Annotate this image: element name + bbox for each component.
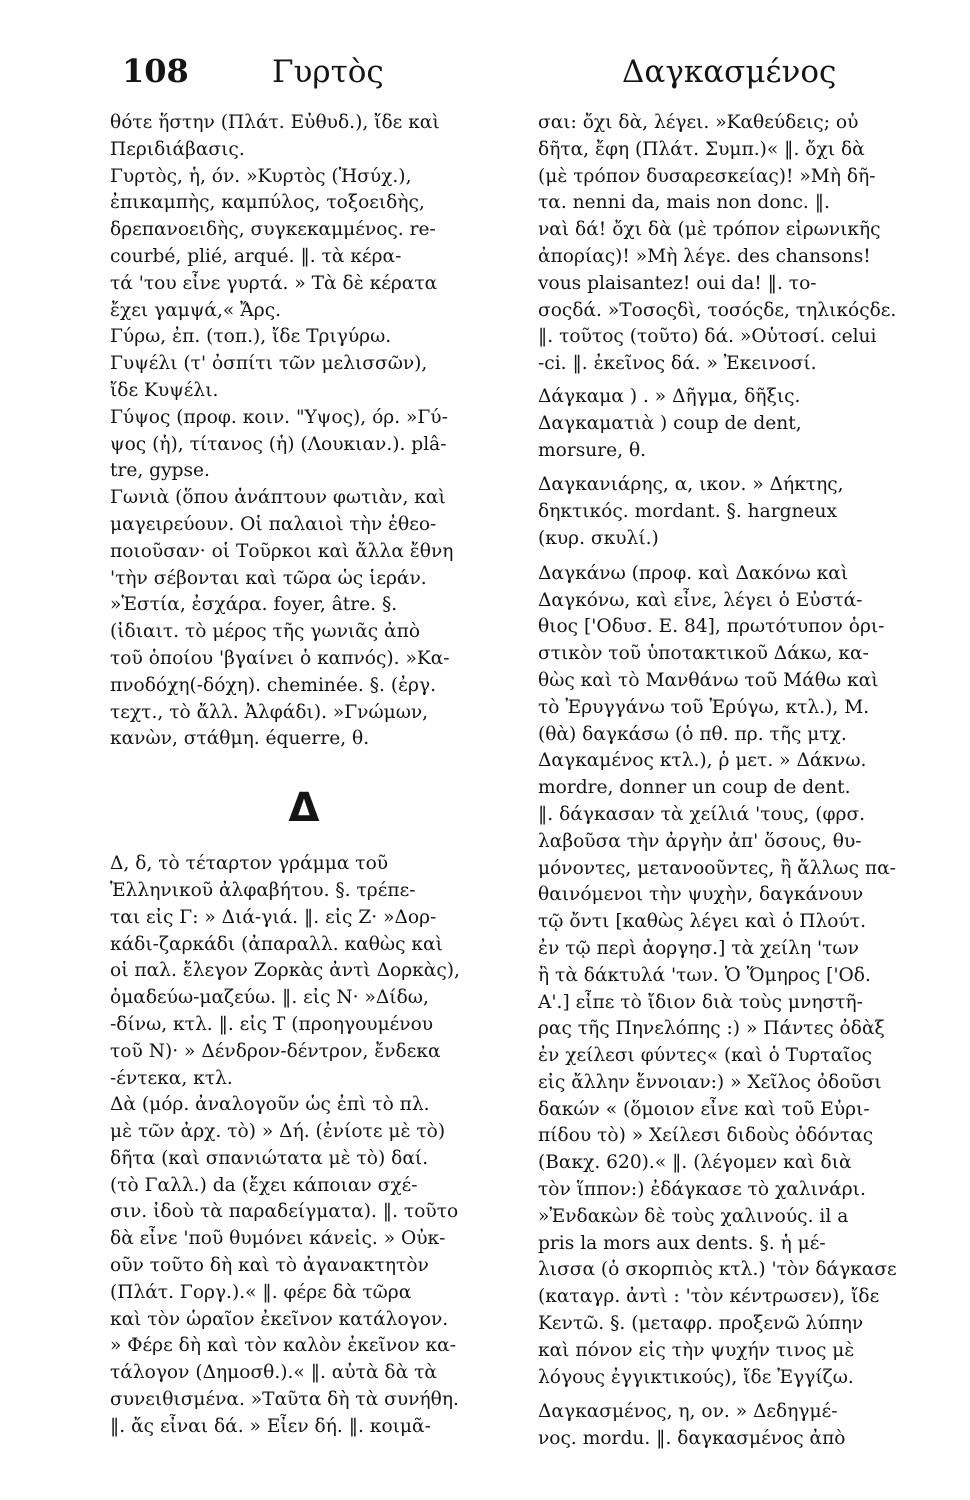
text-line: ‖. ἄς εἶναι δά. » Εἶεν δή. ‖. κοιμᾶ-	[110, 1415, 431, 1437]
spacer	[538, 464, 958, 472]
text-line: (τὸ Γαλλ.) da (ἔχει κάποιαν σχέ-	[110, 1174, 418, 1196]
section-letter: Δ	[288, 785, 320, 832]
spacer	[538, 1391, 958, 1399]
text-line: tre, gypse.	[110, 460, 210, 482]
text-line: Δαγκαμένος κτλ.), ῥ μετ. » Δάκνω.	[538, 750, 867, 772]
page-number: 108	[122, 52, 189, 90]
spacer	[110, 843, 498, 851]
text-line: Δάγκαμα ) . » Δῆγμα, δῆξις.	[538, 385, 801, 407]
text-line: κάδι-ζαρκάδι (ἀπαραλλ. καθὼς καὶ	[110, 933, 443, 955]
text-line: morsure, θ.	[538, 439, 647, 461]
text-line: πνοδόχη(-δόχη). cheminée. §. (ἐργ.	[110, 674, 436, 696]
text-line: στικὸν τοῦ ὑποτακτικοῦ Δάκω, κα-	[538, 643, 869, 665]
text-line: δῆτα, ἔφη (Πλάτ. Συμπ.)« ‖. ὄχι δὰ	[538, 138, 865, 160]
text-line: (Βακχ. 620).« ‖. (λέγομεν καὶ διὰ	[538, 1152, 852, 1174]
text-line: μαγειρεύουν. Οἱ παλαιοὶ τὴν ἐθεο-	[110, 513, 437, 535]
text-line: Δὰ (μόρ. ἀναλογοῦν ὡς ἐπὶ τὸ πλ.	[110, 1094, 430, 1116]
text-line: σιν. ἰδοὺ τὰ παραδείγματα). ‖. τοῦτο	[110, 1201, 459, 1223]
left-guide-word: Γυρτὸς	[272, 54, 384, 90]
text-line: ‖. δάγκασαν τὰ χείλιά 'τους, (φρσ.	[538, 803, 866, 825]
text-line: ἴδε Κυψέλι.	[110, 379, 219, 401]
text-line: ναὶ δά! ὄχι δὰ (μὲ τρόπον εἰρωνικῆς	[538, 219, 881, 241]
right-column	[538, 110, 958, 1453]
text-line: τὸν ἵππον:) ἐδάγκασε τὸ χαλινάρι.	[538, 1179, 866, 1201]
text-line: τοῦ Ν)· » Δένδρον-δέντρον, ἔνδεκα	[110, 1040, 441, 1062]
text-line: συνειθισμένα. »Ταῦτα δὴ τὰ συνήθη.	[110, 1389, 459, 1411]
text-line: -έντεκα, κτλ.	[110, 1067, 233, 1089]
text-line: Δ, δ, τὸ τέταρτον γράμμα τοῦ	[110, 853, 389, 875]
text-line: Γύψος (προφ. κοιν. "Υψος), όρ. »Γύ-	[110, 406, 448, 428]
text-line: 'τὴν σέβονται καὶ τῶρα ὡς ἱεράν.	[110, 567, 427, 589]
text-line: pris la mors aux dents. §. ἡ μέ-	[538, 1232, 826, 1254]
right-guide-word: Δαγκασμένος	[622, 54, 837, 90]
text-line: τὸ Ἐρυγγάνω τοῦ Ἐρύγω, κτλ.), Μ.	[538, 696, 870, 718]
text-line: (ἰδιαιτ. τὸ μέρος τῆς γωνιᾶς ἀπὸ	[110, 621, 421, 643]
text-line: τά 'του εἶνε γυρτά. » Τὰ δὲ κέρατα	[110, 272, 438, 294]
text-line: (Πλάτ. Γοργ.).« ‖. φέρε δὰ τῶρα	[110, 1281, 412, 1303]
text-line: δηκτικός. mordant. §. hargneux	[538, 501, 837, 523]
text-line: σαι: ὄχι δὰ, λέγει. »Καθεύδεις; οὐ	[538, 112, 859, 133]
text-line: καὶ τὸν ὡραῖον ἐκεῖνον κατάλογον.	[110, 1308, 449, 1330]
text-line: Ἑλληνικοῦ ἀλφαβήτου. §. τρέπε-	[110, 879, 416, 901]
text-line: μόνοντες, μετανοοῦντες, ἢ ἄλλως πα-	[538, 857, 896, 879]
text-line: ποιοῦσαν· οἱ Τοῦρκοι καὶ ἄλλα ἔθνη	[110, 540, 454, 562]
text-line: ἀπορίας)! »Μὴ λέγε. des chansons!	[538, 245, 871, 267]
text-line: ται εἰς Γ: » Διά-γιά. ‖. εἰς Ζ· »Δορ-	[110, 906, 437, 928]
text-line: vous plaisantez! oui da! ‖. το-	[538, 272, 817, 294]
text-line: θότε ἥστην (Πλάτ. Εὐθυδ.), ἴδε καὶ	[110, 112, 440, 133]
text-line: ρας τῆς Πηνελόπης :) » Πάντες ὀδὰξ	[538, 1018, 885, 1040]
text-line: δῆτα (καὶ σπανιώτατα μὲ τὸ) δαί.	[110, 1147, 429, 1169]
text-line: ἐν χείλεσι φύντες« (καὶ ὁ Τυρταῖος	[538, 1045, 873, 1067]
text-line: -δίνω, κτλ. ‖. εἰς Τ (προηγουμένου	[110, 1013, 434, 1035]
text-line: τεχτ., τὸ ἄλλ. Ἀλφάδι). »Γνώμων,	[110, 701, 429, 723]
text-line: Δαγκάνω (προφ. καὶ Δακόνω καὶ	[538, 562, 849, 584]
text-line: Κεντῶ. §. (μεταφρ. προξενῶ λύπην	[538, 1313, 864, 1335]
text-line: ψος (ἡ), τίτανος (ἡ) (Λουκιαν.). plâ-	[110, 433, 447, 455]
text-line: Γυρτὸς, ἡ, όν. »Κυρτὸς (Ἡσύχ.),	[110, 165, 412, 187]
text-line: θιος ['Οδυσ. Ε. 84], πρωτότυπον ὁρι-	[538, 616, 885, 638]
text-line: οἱ παλ. ἔλεγον Ζορκὰς ἀντὶ Δορκὰς),	[110, 960, 460, 982]
left-column	[110, 110, 498, 1441]
text-line: λόγους ἐγγικτικούς), ἴδε Ἐγγίζω.	[538, 1366, 854, 1388]
text-line: ὁμαδεύω-μαζεύω. ‖. εἰς Ν· »Δίδω,	[110, 987, 429, 1009]
text-line: τῷ ὄντι [καθὼς λέγει καὶ ὁ Πλούτ.	[538, 911, 866, 933]
text-line: λαβοῦσα τὴν ἀργὴν ἀπ' ὅσους, θυ-	[538, 830, 862, 852]
text-line: (θὰ) δαγκάσω (ὁ πθ. πρ. τῆς μτχ.	[538, 723, 847, 745]
text-line: οῦν τοῦτο δὴ καὶ τὸ ἀγανακτητὸν	[110, 1255, 429, 1277]
text-line: Γυψέλι (τ' ὀσπίτι τῶν μελισσῶν),	[110, 353, 428, 375]
text-line: δρεπανοειδὴς, συγκεκαμμένος. re-	[110, 219, 436, 241]
text-line: Δαγκασμένος, η, ον. » Δεδηγμέ-	[538, 1401, 838, 1423]
text-line: θὼς καὶ τὸ Μανθάνω τοῦ Μάθω καὶ	[538, 669, 879, 691]
text-line: δὰ εἶνε 'ποῦ θυμόνει κάνεἰς. » Οὐκ-	[110, 1228, 446, 1250]
text-line: Δαγκαματιὰ ) coup de dent,	[538, 412, 802, 434]
text-line: ἐν τῷ περὶ ἀοργησ.] τὰ χείλη 'των	[538, 937, 859, 959]
text-line: μὲ τῶν ἀρχ. τὸ) » Δή. (ἐνίοτε μὲ τὸ)	[110, 1121, 446, 1143]
text-line: Γύρω, ἐπ. (τοπ.), ἴδε Τριγύρω.	[110, 326, 392, 348]
text-line: (καταγρ. ἀντὶ : 'τὸν κέντρωσεν), ἴδε	[538, 1286, 880, 1308]
text-line: λισσα (ὁ σκορπιὸς κτλ.) 'τὸν δάγκασε	[538, 1259, 897, 1281]
text-line: » Φέρε δὴ καὶ τὸν καλὸν ἐκεῖνον κα-	[110, 1335, 457, 1357]
text-line: Δαγκανιάρης, α, ικον. » Δήκτης,	[538, 474, 844, 496]
text-line: Α'.] εἶπε τὸ ἴδιον διὰ τοὺς μνηστῆ-	[538, 991, 863, 1013]
text-line: courbé, plié, arqué. ‖. τὰ κέρα-	[110, 245, 402, 267]
text-line: ‖. τοῦτος (τοῦτο) δά. »Οὑτοσί. celui	[538, 326, 877, 348]
text-line: κανὼν, στάθμη. équerre, θ.	[110, 728, 370, 750]
spacer	[538, 553, 958, 561]
text-line: ἔχει γαμψά,« Ἄρς.	[110, 299, 282, 321]
text-line: νος. mordu. ‖. δαγκασμένος ἀπὸ	[538, 1428, 846, 1450]
text-line: -ci. ‖. ἐκεῖνος δά. » Ἐκεινοσί.	[538, 353, 817, 375]
text-line: mordre, donner un coup de dent.	[538, 777, 851, 799]
text-line: Δαγκόνω, καὶ εἶνε, λέγει ὁ Εὐστά-	[538, 589, 863, 611]
text-line: δακών « (ὅμοιον εἶνε καὶ τοῦ Εὐρι-	[538, 1098, 870, 1120]
text-line: ἢ τὰ δάκτυλά 'των. Ὁ Ὅμηρος ['Οδ.	[538, 964, 871, 986]
text-line: (κυρ. σκυλί.)	[538, 527, 659, 549]
text-line: εἰς ἄλλην ἔννοιαν:) » Χεῖλος ὀδοῦσι	[538, 1071, 882, 1093]
running-header	[0, 52, 970, 102]
text-line: πίδου τὸ) » Χείλεσι διδοὺς ὀδόντας	[538, 1125, 874, 1147]
text-line: »Ἑστία, ἐσχάρα. foyer, âtre. §.	[110, 594, 398, 616]
text-line: τα. nenni da, mais non donc. ‖.	[538, 192, 830, 214]
text-line: »Ἐνδακὼν δὲ τοὺς χαλινούς. il a	[538, 1205, 849, 1227]
text-line: καὶ πόνον εἰς τὴν ψυχήν τινος μὲ	[538, 1339, 855, 1361]
text-line: θαινόμενοι τὴν ψυχὴν, δαγκάνουν	[538, 884, 864, 906]
text-line: Περιδιάβασις.	[110, 138, 245, 160]
text-line: (μὲ τρόπον δυσαρεσκείας)! »Μὴ δῆ-	[538, 165, 876, 187]
spacer	[110, 753, 498, 765]
text-line: τοῦ ὁποίου 'βγαίνει ὁ καπνός). »Κα-	[110, 647, 450, 669]
text-line: Γωνιὰ (ὅπου ἀνάπτουν φωτιὰν, καὶ	[110, 487, 446, 509]
text-line: τάλογον (Δημοσθ.).« ‖. αὐτὰ δὰ τὰ	[110, 1362, 437, 1384]
text-line: σοςδά. »Τοσοςδὶ, τοσόςδε, τηλικόςδε.	[538, 299, 897, 321]
text-line: ἐπικαμπὴς, καμπύλος, τοξοειδὴς,	[110, 192, 425, 214]
